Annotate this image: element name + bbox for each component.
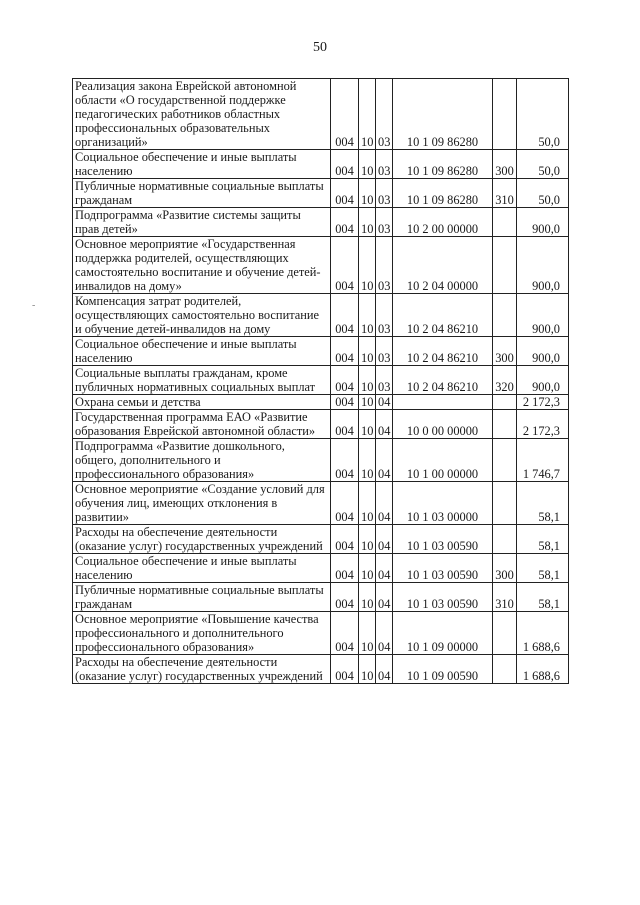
target-code: 10 1 03 00590 xyxy=(393,525,493,554)
amount-cell: 900,0 xyxy=(517,294,569,337)
expense-type-code xyxy=(493,612,517,655)
subsection-code: 04 xyxy=(376,655,393,684)
section-code: 10 xyxy=(359,525,376,554)
subsection-code: 04 xyxy=(376,482,393,525)
amount-cell: 50,0 xyxy=(517,150,569,179)
section-code: 10 xyxy=(359,79,376,150)
ministry-code: 004 xyxy=(331,179,359,208)
target-code: 10 0 00 00000 xyxy=(393,410,493,439)
row-name: Социальные выплаты гражданам, кроме публичных нормативных социальных выплат xyxy=(73,366,331,395)
target-code: 10 2 04 86210 xyxy=(393,337,493,366)
budget-table-body xyxy=(73,79,569,684)
expense-type-code: 300 xyxy=(493,554,517,583)
target-code: 10 1 03 00590 xyxy=(393,583,493,612)
table-row xyxy=(73,612,569,655)
target-code: 10 1 00 00000 xyxy=(393,439,493,482)
subsection-code: 03 xyxy=(376,208,393,237)
subsection-code: 04 xyxy=(376,395,393,410)
row-name: Компенсация затрат родителей, осуществляющих самостоятельно воспитание и обучение детей-инвалидов на дому xyxy=(73,294,331,337)
ministry-code: 004 xyxy=(331,150,359,179)
subsection-code: 04 xyxy=(376,410,393,439)
row-name: Реализация закона Еврейской автономной области «О государственной поддержке педагогических работников областных профессиональных образовательных организаций» xyxy=(73,79,331,150)
row-name: Государственная программа ЕАО «Развитие образования Еврейской автономной области» xyxy=(73,410,331,439)
table-row xyxy=(73,439,569,482)
expense-type-code xyxy=(493,482,517,525)
ministry-code: 004 xyxy=(331,366,359,395)
amount-cell: 900,0 xyxy=(517,237,569,294)
table-row xyxy=(73,395,569,410)
row-name: Основное мероприятие «Создание условий для обучения лиц, имеющих отклонения в развитии» xyxy=(73,482,331,525)
ministry-code: 004 xyxy=(331,439,359,482)
target-code: 10 1 09 00590 xyxy=(393,655,493,684)
ministry-code: 004 xyxy=(331,294,359,337)
section-code: 10 xyxy=(359,337,376,366)
ministry-code: 004 xyxy=(331,395,359,410)
table-row xyxy=(73,554,569,583)
expense-type-code xyxy=(493,79,517,150)
amount-cell: 50,0 xyxy=(517,79,569,150)
amount-cell: 58,1 xyxy=(517,554,569,583)
row-name: Подпрограмма «Развитие дошкольного, общего, дополнительного и профессионального образования» xyxy=(73,439,331,482)
expense-type-code xyxy=(493,395,517,410)
expense-type-code xyxy=(493,294,517,337)
ministry-code: 004 xyxy=(331,612,359,655)
target-code: 10 2 04 86210 xyxy=(393,294,493,337)
table-row xyxy=(73,237,569,294)
amount-cell: 900,0 xyxy=(517,208,569,237)
expense-type-code xyxy=(493,439,517,482)
table-row xyxy=(73,583,569,612)
ministry-code: 004 xyxy=(331,208,359,237)
target-code: 10 2 04 86210 xyxy=(393,366,493,395)
target-code: 10 1 09 86280 xyxy=(393,179,493,208)
ministry-code: 004 xyxy=(331,482,359,525)
subsection-code: 03 xyxy=(376,294,393,337)
target-code: 10 1 03 00000 xyxy=(393,482,493,525)
section-code: 10 xyxy=(359,583,376,612)
section-code: 10 xyxy=(359,554,376,583)
table-row xyxy=(73,79,569,150)
target-code: 10 2 04 00000 xyxy=(393,237,493,294)
expense-type-code: 320 xyxy=(493,366,517,395)
row-name: Социальное обеспечение и иные выплаты населению xyxy=(73,554,331,583)
subsection-code: 03 xyxy=(376,150,393,179)
table-row xyxy=(73,337,569,366)
table-row xyxy=(73,150,569,179)
table-row xyxy=(73,179,569,208)
table-row xyxy=(73,366,569,395)
page-number: 50 xyxy=(313,40,327,55)
table-row xyxy=(73,410,569,439)
ministry-code: 004 xyxy=(331,237,359,294)
expense-type-code xyxy=(493,410,517,439)
ministry-code: 004 xyxy=(331,79,359,150)
amount-cell: 1 688,6 xyxy=(517,612,569,655)
subsection-code: 03 xyxy=(376,337,393,366)
ministry-code: 004 xyxy=(331,337,359,366)
row-name: Социальное обеспечение и иные выплаты населению xyxy=(73,337,331,366)
section-code: 10 xyxy=(359,612,376,655)
amount-cell: 1 688,6 xyxy=(517,655,569,684)
expense-type-code: 310 xyxy=(493,179,517,208)
target-code: 10 1 03 00590 xyxy=(393,554,493,583)
ministry-code: 004 xyxy=(331,655,359,684)
section-code: 10 xyxy=(359,410,376,439)
ministry-code: 004 xyxy=(331,554,359,583)
row-name: Основное мероприятие «Государственная поддержка родителей, осуществляющих самостоятельно воспитание и обучение детей-инвалидов на дому» xyxy=(73,237,331,294)
amount-cell: 58,1 xyxy=(517,482,569,525)
section-code: 10 xyxy=(359,237,376,294)
amount-cell: 1 746,7 xyxy=(517,439,569,482)
section-code: 10 xyxy=(359,482,376,525)
section-code: 10 xyxy=(359,294,376,337)
row-name: Социальное обеспечение и иные выплаты населению xyxy=(73,150,331,179)
row-name: Расходы на обеспечение деятельности (оказание услуг) государственных учреждений xyxy=(73,655,331,684)
section-code: 10 xyxy=(359,395,376,410)
subsection-code: 04 xyxy=(376,525,393,554)
amount-cell: 900,0 xyxy=(517,366,569,395)
amount-cell: 50,0 xyxy=(517,179,569,208)
section-code: 10 xyxy=(359,439,376,482)
subsection-code: 03 xyxy=(376,366,393,395)
row-name: Основное мероприятие «Повышение качества профессионального и дополнительного профессионального образования» xyxy=(73,612,331,655)
amount-cell: 58,1 xyxy=(517,525,569,554)
amount-cell: 58,1 xyxy=(517,583,569,612)
subsection-code: 03 xyxy=(376,237,393,294)
expense-type-code xyxy=(493,525,517,554)
ministry-code: 004 xyxy=(331,525,359,554)
stray-mark: - xyxy=(32,300,36,311)
amount-cell: 900,0 xyxy=(517,337,569,366)
section-code: 10 xyxy=(359,208,376,237)
row-name: Публичные нормативные социальные выплаты гражданам xyxy=(73,583,331,612)
budget-table xyxy=(72,78,569,684)
section-code: 10 xyxy=(359,366,376,395)
expense-type-code: 300 xyxy=(493,150,517,179)
amount-cell: 2 172,3 xyxy=(517,410,569,439)
ministry-code: 004 xyxy=(331,583,359,612)
row-name: Подпрограмма «Развитие системы защиты прав детей» xyxy=(73,208,331,237)
target-code: 10 2 00 00000 xyxy=(393,208,493,237)
table-row xyxy=(73,525,569,554)
ministry-code: 004 xyxy=(331,410,359,439)
target-code xyxy=(393,395,493,410)
subsection-code: 04 xyxy=(376,583,393,612)
expense-type-code xyxy=(493,655,517,684)
subsection-code: 04 xyxy=(376,612,393,655)
target-code: 10 1 09 86280 xyxy=(393,79,493,150)
table-row xyxy=(73,655,569,684)
expense-type-code: 310 xyxy=(493,583,517,612)
expense-type-code: 300 xyxy=(493,337,517,366)
row-name: Расходы на обеспечение деятельности (оказание услуг) государственных учреждений xyxy=(73,525,331,554)
amount-cell: 2 172,3 xyxy=(517,395,569,410)
section-code: 10 xyxy=(359,179,376,208)
expense-type-code xyxy=(493,237,517,294)
section-code: 10 xyxy=(359,150,376,179)
subsection-code: 04 xyxy=(376,554,393,583)
section-code: 10 xyxy=(359,655,376,684)
table-row xyxy=(73,294,569,337)
expense-type-code xyxy=(493,208,517,237)
target-code: 10 1 09 86280 xyxy=(393,150,493,179)
subsection-code: 03 xyxy=(376,79,393,150)
row-name: Публичные нормативные социальные выплаты гражданам xyxy=(73,179,331,208)
subsection-code: 04 xyxy=(376,439,393,482)
target-code: 10 1 09 00000 xyxy=(393,612,493,655)
table-row xyxy=(73,208,569,237)
table-row xyxy=(73,482,569,525)
subsection-code: 03 xyxy=(376,179,393,208)
row-name: Охрана семьи и детства xyxy=(73,395,331,410)
